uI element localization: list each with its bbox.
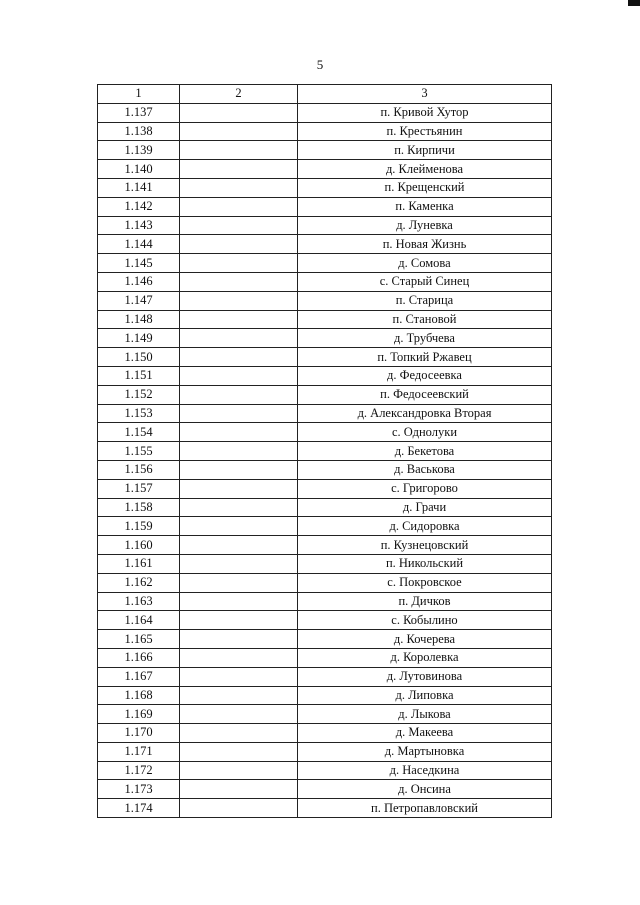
settlement-name-cell: д. Клейменова	[298, 160, 552, 179]
table-row	[98, 536, 552, 555]
row-number-cell: 1.169	[98, 705, 180, 724]
row-code-cell	[180, 686, 298, 705]
row-code-cell	[180, 592, 298, 611]
row-number-cell: 1.142	[98, 197, 180, 216]
settlement-name-cell: д. Луневка	[298, 216, 552, 235]
row-code-cell	[180, 122, 298, 141]
table-row	[98, 724, 552, 743]
row-number-cell: 1.143	[98, 216, 180, 235]
row-code-cell	[180, 799, 298, 818]
table-row	[98, 573, 552, 592]
row-code-cell	[180, 761, 298, 780]
row-number-cell: 1.162	[98, 573, 180, 592]
settlement-name-cell: п. Старица	[298, 291, 552, 310]
table-row	[98, 329, 552, 348]
settlement-name-cell: п. Никольский	[298, 554, 552, 573]
table-body	[98, 103, 552, 817]
table-row	[98, 122, 552, 141]
column-header-3: 3	[298, 85, 552, 104]
table-row	[98, 761, 552, 780]
row-code-cell	[180, 554, 298, 573]
settlement-name-cell: д. Сомова	[298, 254, 552, 273]
row-code-cell	[180, 630, 298, 649]
settlement-name-cell: п. Кирпичи	[298, 141, 552, 160]
row-code-cell	[180, 235, 298, 254]
row-code-cell	[180, 348, 298, 367]
settlement-name-cell: п. Новая Жизнь	[298, 235, 552, 254]
settlement-name-cell: д. Онсина	[298, 780, 552, 799]
settlement-name-cell: п. Крещенский	[298, 178, 552, 197]
row-code-cell	[180, 479, 298, 498]
settlement-name-cell: д. Трубчева	[298, 329, 552, 348]
row-code-cell	[180, 178, 298, 197]
table-row	[98, 366, 552, 385]
table-row	[98, 498, 552, 517]
row-code-cell	[180, 536, 298, 555]
row-number-cell: 1.174	[98, 799, 180, 818]
row-number-cell: 1.150	[98, 348, 180, 367]
settlement-name-cell: д. Кочерева	[298, 630, 552, 649]
row-number-cell: 1.159	[98, 517, 180, 536]
table-row	[98, 780, 552, 799]
table-row	[98, 235, 552, 254]
row-number-cell: 1.166	[98, 648, 180, 667]
row-number-cell: 1.148	[98, 310, 180, 329]
table-row	[98, 103, 552, 122]
table-row	[98, 611, 552, 630]
settlement-name-cell: д. Макеева	[298, 724, 552, 743]
table-row	[98, 460, 552, 479]
table-row	[98, 385, 552, 404]
row-code-cell	[180, 780, 298, 799]
settlement-name-cell: п. Кривой Хутор	[298, 103, 552, 122]
row-code-cell	[180, 442, 298, 461]
row-number-cell: 1.141	[98, 178, 180, 197]
column-header-1: 1	[98, 85, 180, 104]
scan-corner-mark	[628, 0, 640, 6]
row-code-cell	[180, 272, 298, 291]
settlement-name-cell: д. Сидоровка	[298, 517, 552, 536]
table-row	[98, 291, 552, 310]
settlements-table	[97, 84, 552, 818]
settlement-name-cell: д. Федосеевка	[298, 366, 552, 385]
row-number-cell: 1.157	[98, 479, 180, 498]
row-number-cell: 1.147	[98, 291, 180, 310]
row-number-cell: 1.140	[98, 160, 180, 179]
row-code-cell	[180, 498, 298, 517]
row-code-cell	[180, 141, 298, 160]
table-row	[98, 160, 552, 179]
row-code-cell	[180, 291, 298, 310]
row-code-cell	[180, 103, 298, 122]
row-number-cell: 1.137	[98, 103, 180, 122]
row-number-cell: 1.139	[98, 141, 180, 160]
row-code-cell	[180, 460, 298, 479]
row-code-cell	[180, 310, 298, 329]
row-code-cell	[180, 385, 298, 404]
table-row	[98, 742, 552, 761]
settlement-name-cell: п. Каменка	[298, 197, 552, 216]
row-code-cell	[180, 648, 298, 667]
settlement-name-cell: п. Кузнецовский	[298, 536, 552, 555]
row-number-cell: 1.167	[98, 667, 180, 686]
settlement-name-cell: д. Бекетова	[298, 442, 552, 461]
row-code-cell	[180, 329, 298, 348]
row-number-cell: 1.145	[98, 254, 180, 273]
row-code-cell	[180, 160, 298, 179]
settlement-name-cell: д. Наседкина	[298, 761, 552, 780]
row-number-cell: 1.155	[98, 442, 180, 461]
row-number-cell: 1.171	[98, 742, 180, 761]
table-row	[98, 178, 552, 197]
row-code-cell	[180, 366, 298, 385]
row-number-cell: 1.156	[98, 460, 180, 479]
table-row	[98, 216, 552, 235]
row-number-cell: 1.149	[98, 329, 180, 348]
settlement-name-cell: с. Старый Синец	[298, 272, 552, 291]
row-number-cell: 1.170	[98, 724, 180, 743]
row-code-cell	[180, 573, 298, 592]
row-code-cell	[180, 216, 298, 235]
table-row	[98, 479, 552, 498]
table-row	[98, 272, 552, 291]
table-row	[98, 517, 552, 536]
row-number-cell: 1.163	[98, 592, 180, 611]
row-code-cell	[180, 197, 298, 216]
settlement-name-cell: п. Федосеевский	[298, 385, 552, 404]
settlement-name-cell: д. Лутовинова	[298, 667, 552, 686]
row-number-cell: 1.153	[98, 404, 180, 423]
settlement-name-cell: д. Липовка	[298, 686, 552, 705]
row-number-cell: 1.160	[98, 536, 180, 555]
settlement-name-cell: д. Лыкова	[298, 705, 552, 724]
settlement-name-cell: д. Мартыновка	[298, 742, 552, 761]
settlement-name-cell: с. Покровское	[298, 573, 552, 592]
settlement-name-cell: п. Дичков	[298, 592, 552, 611]
row-number-cell: 1.165	[98, 630, 180, 649]
table-row	[98, 592, 552, 611]
table-row	[98, 705, 552, 724]
row-number-cell: 1.158	[98, 498, 180, 517]
table-row	[98, 630, 552, 649]
row-number-cell: 1.172	[98, 761, 180, 780]
page-number: 5	[316, 57, 324, 72]
column-header-2: 2	[180, 85, 298, 104]
row-number-cell: 1.173	[98, 780, 180, 799]
row-number-cell: 1.144	[98, 235, 180, 254]
settlement-name-cell: п. Петропавловский	[298, 799, 552, 818]
row-number-cell: 1.152	[98, 385, 180, 404]
settlement-name-cell: д. Королевка	[298, 648, 552, 667]
row-code-cell	[180, 517, 298, 536]
table-row	[98, 197, 552, 216]
row-number-cell: 1.138	[98, 122, 180, 141]
row-code-cell	[180, 724, 298, 743]
table-header-row	[98, 85, 552, 104]
settlement-name-cell: д. Александровка Вторая	[298, 404, 552, 423]
row-code-cell	[180, 742, 298, 761]
row-code-cell	[180, 705, 298, 724]
settlement-name-cell: с. Однолуки	[298, 423, 552, 442]
settlement-name-cell: п. Топкий Ржавец	[298, 348, 552, 367]
settlement-name-cell: п. Крестьянин	[298, 122, 552, 141]
row-number-cell: 1.164	[98, 611, 180, 630]
row-code-cell	[180, 667, 298, 686]
settlement-name-cell: с. Григорово	[298, 479, 552, 498]
settlement-name-cell: д. Васькова	[298, 460, 552, 479]
table-row	[98, 442, 552, 461]
table-row	[98, 310, 552, 329]
table-row	[98, 423, 552, 442]
row-code-cell	[180, 254, 298, 273]
settlement-name-cell: п. Становой	[298, 310, 552, 329]
row-number-cell: 1.151	[98, 366, 180, 385]
row-number-cell: 1.161	[98, 554, 180, 573]
row-code-cell	[180, 404, 298, 423]
row-number-cell: 1.146	[98, 272, 180, 291]
table-row	[98, 254, 552, 273]
row-number-cell: 1.168	[98, 686, 180, 705]
settlement-name-cell: с. Кобылино	[298, 611, 552, 630]
table-row	[98, 799, 552, 818]
table-row	[98, 348, 552, 367]
row-number-cell: 1.154	[98, 423, 180, 442]
table-row	[98, 554, 552, 573]
table-row	[98, 141, 552, 160]
row-code-cell	[180, 611, 298, 630]
table-row	[98, 404, 552, 423]
row-code-cell	[180, 423, 298, 442]
table-row	[98, 667, 552, 686]
settlement-name-cell: д. Грачи	[298, 498, 552, 517]
table-row	[98, 648, 552, 667]
table-row	[98, 686, 552, 705]
